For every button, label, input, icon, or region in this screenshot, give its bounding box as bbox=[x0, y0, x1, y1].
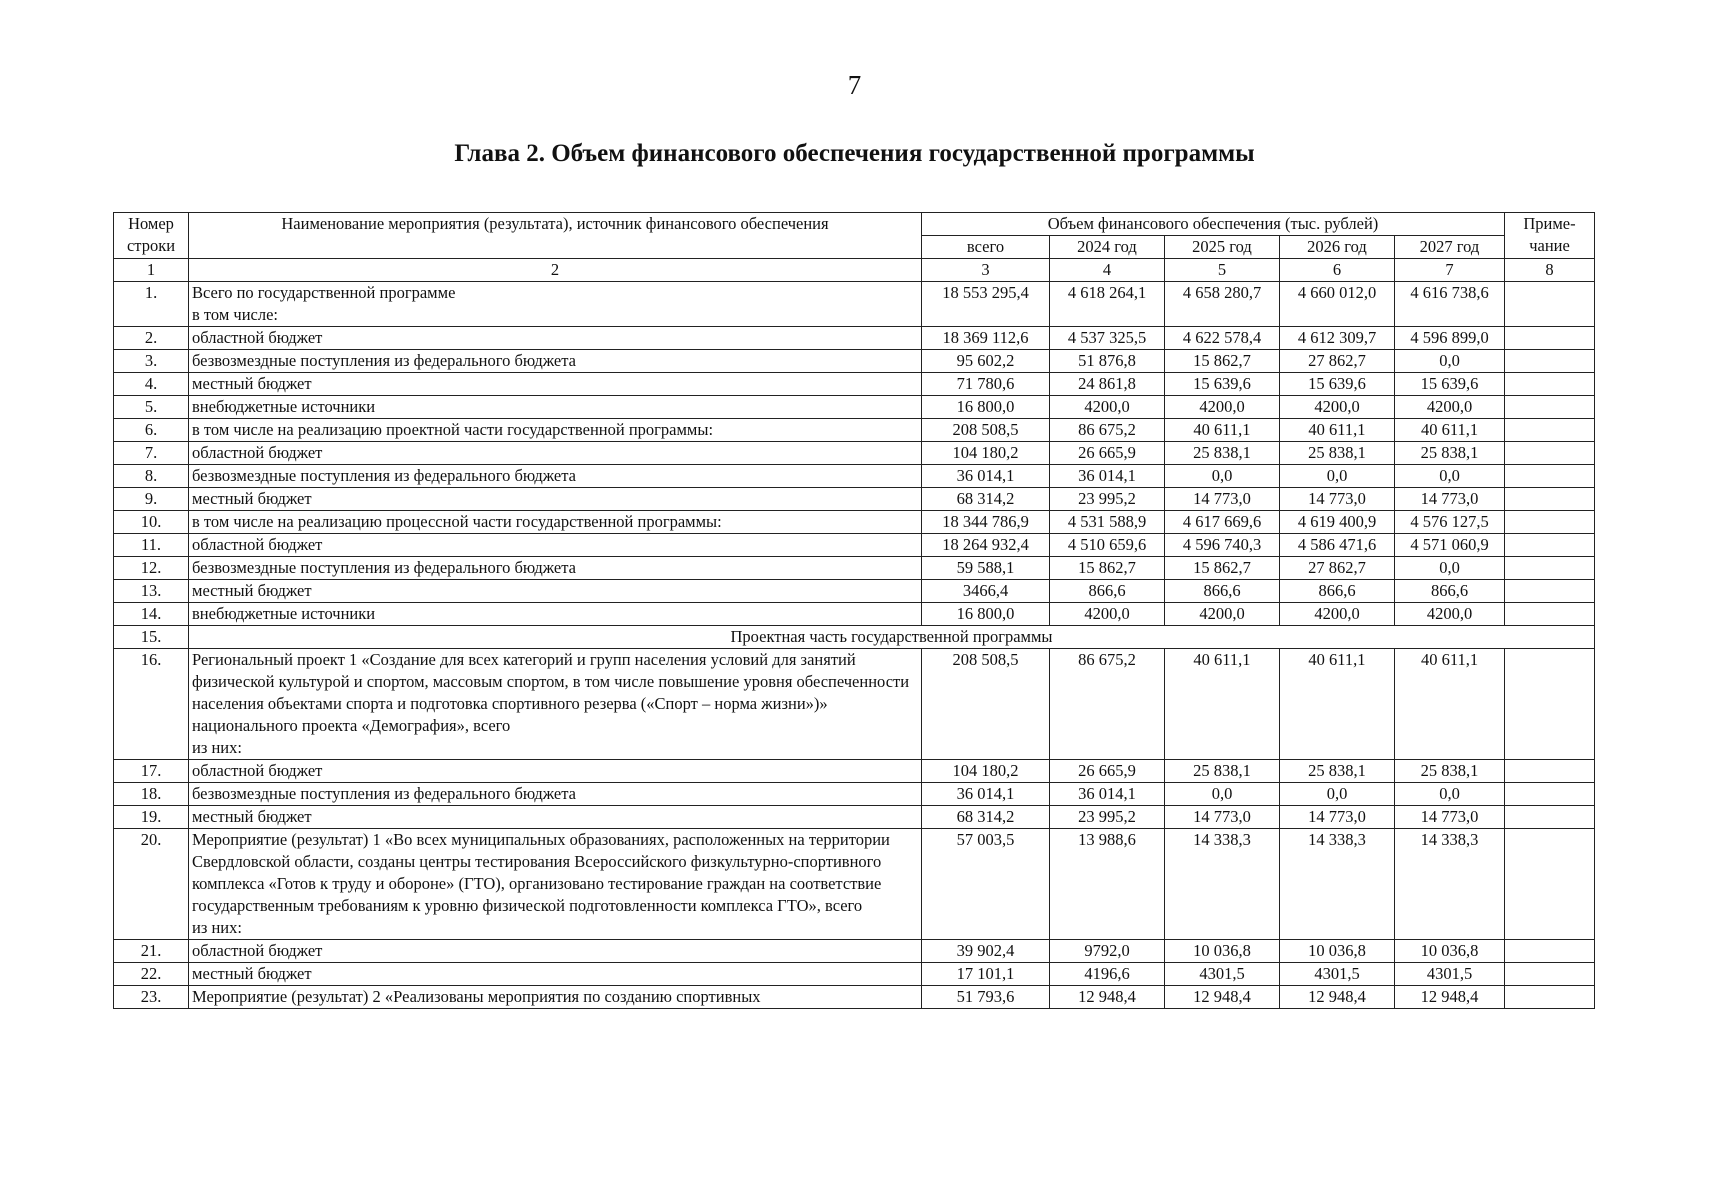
table-row bbox=[114, 940, 1595, 963]
note-cell bbox=[1505, 603, 1595, 626]
row-name: безвозмездные поступления из федерального бюджета bbox=[189, 350, 922, 373]
row-name: областной бюджет bbox=[189, 760, 922, 783]
value-cell: 40 611,1 bbox=[1395, 419, 1505, 442]
row-number: 16. bbox=[114, 649, 189, 760]
value-cell: 40 611,1 bbox=[1395, 649, 1505, 760]
value-cell: 15 639,6 bbox=[1395, 373, 1505, 396]
value-cell: 51 793,6 bbox=[922, 986, 1050, 1009]
header-name: Наименование мероприятия (результата), источник финансового обеспечения bbox=[189, 213, 922, 259]
value-cell: 12 948,4 bbox=[1165, 986, 1280, 1009]
row-number: 2. bbox=[114, 327, 189, 350]
note-cell bbox=[1505, 940, 1595, 963]
row-number: 21. bbox=[114, 940, 189, 963]
row-number: 1. bbox=[114, 282, 189, 327]
note-cell bbox=[1505, 327, 1595, 350]
row-name: Мероприятие (результат) 2 «Реализованы мероприятия по созданию спортивных bbox=[189, 986, 922, 1009]
row-name: внебюджетные источники bbox=[189, 396, 922, 419]
value-cell: 4 596 740,3 bbox=[1165, 534, 1280, 557]
section-label: Проектная часть государственной программы bbox=[189, 626, 1595, 649]
row-name: местный бюджет bbox=[189, 580, 922, 603]
value-cell: 4200,0 bbox=[1280, 396, 1395, 419]
row-name: областной бюджет bbox=[189, 940, 922, 963]
chapter-title: Глава 2. Объем финансового обеспечения государственной программы bbox=[454, 140, 1255, 167]
value-cell: 0,0 bbox=[1395, 557, 1505, 580]
value-cell: 40 611,1 bbox=[1280, 419, 1395, 442]
value-cell: 18 553 295,4 bbox=[922, 282, 1050, 327]
table-row bbox=[114, 511, 1595, 534]
row-number: 13. bbox=[114, 580, 189, 603]
value-cell: 4 617 669,6 bbox=[1165, 511, 1280, 534]
header-row-number: Номер строки bbox=[114, 213, 189, 259]
value-cell: 68 314,2 bbox=[922, 806, 1050, 829]
value-cell: 4 612 309,7 bbox=[1280, 327, 1395, 350]
value-cell: 36 014,1 bbox=[922, 783, 1050, 806]
value-cell: 4 586 471,6 bbox=[1280, 534, 1395, 557]
value-cell: 4 571 060,9 bbox=[1395, 534, 1505, 557]
column-number-cell: 5 bbox=[1165, 259, 1280, 282]
value-cell: 4301,5 bbox=[1165, 963, 1280, 986]
value-cell: 9792,0 bbox=[1050, 940, 1165, 963]
value-cell: 59 588,1 bbox=[922, 557, 1050, 580]
value-cell: 4301,5 bbox=[1395, 963, 1505, 986]
value-cell: 0,0 bbox=[1280, 783, 1395, 806]
value-cell: 0,0 bbox=[1395, 465, 1505, 488]
value-cell: 208 508,5 bbox=[922, 419, 1050, 442]
table-row bbox=[114, 829, 1595, 940]
value-cell: 4 510 659,6 bbox=[1050, 534, 1165, 557]
value-cell: 25 838,1 bbox=[1280, 442, 1395, 465]
value-cell: 208 508,5 bbox=[922, 649, 1050, 760]
table-row bbox=[114, 373, 1595, 396]
note-cell bbox=[1505, 580, 1595, 603]
row-number: 17. bbox=[114, 760, 189, 783]
value-cell: 26 665,9 bbox=[1050, 442, 1165, 465]
value-cell: 15 639,6 bbox=[1165, 373, 1280, 396]
note-cell bbox=[1505, 760, 1595, 783]
value-cell: 4 622 578,4 bbox=[1165, 327, 1280, 350]
financing-table bbox=[113, 212, 1595, 1009]
table-row bbox=[114, 488, 1595, 511]
value-cell: 4200,0 bbox=[1395, 396, 1505, 419]
note-cell bbox=[1505, 282, 1595, 327]
table-row bbox=[114, 442, 1595, 465]
value-cell: 40 611,1 bbox=[1280, 649, 1395, 760]
note-cell bbox=[1505, 534, 1595, 557]
row-number: 3. bbox=[114, 350, 189, 373]
row-name: Мероприятие (результат) 1 «Во всех муниципальных образованиях, расположенных на территории Свердловской области, созданы центры тестирования Всероссийского физкультурно-спортивного комплекса «Готов к труду и обороне» (ГТО), организовано тестирование граждан на соответствие государственным требованиям к уровню физической подготовленности комплекса ГТО», всего из них: bbox=[189, 829, 922, 940]
note-cell bbox=[1505, 829, 1595, 940]
column-number-cell: 2 bbox=[189, 259, 922, 282]
value-cell: 17 101,1 bbox=[922, 963, 1050, 986]
value-cell: 71 780,6 bbox=[922, 373, 1050, 396]
table-row bbox=[114, 603, 1595, 626]
value-cell: 14 338,3 bbox=[1165, 829, 1280, 940]
value-cell: 18 369 112,6 bbox=[922, 327, 1050, 350]
header-2024: 2024 год bbox=[1050, 236, 1165, 259]
note-cell bbox=[1505, 396, 1595, 419]
column-number-cell: 7 bbox=[1395, 259, 1505, 282]
value-cell: 14 773,0 bbox=[1165, 488, 1280, 511]
row-number: 6. bbox=[114, 419, 189, 442]
value-cell: 0,0 bbox=[1165, 465, 1280, 488]
value-cell: 10 036,8 bbox=[1395, 940, 1505, 963]
table-row bbox=[114, 806, 1595, 829]
value-cell: 26 665,9 bbox=[1050, 760, 1165, 783]
row-number: 9. bbox=[114, 488, 189, 511]
table-row bbox=[114, 282, 1595, 327]
row-name: внебюджетные источники bbox=[189, 603, 922, 626]
row-number: 11. bbox=[114, 534, 189, 557]
value-cell: 0,0 bbox=[1280, 465, 1395, 488]
value-cell: 68 314,2 bbox=[922, 488, 1050, 511]
value-cell: 15 862,7 bbox=[1050, 557, 1165, 580]
value-cell: 25 838,1 bbox=[1280, 760, 1395, 783]
row-number: 23. bbox=[114, 986, 189, 1009]
value-cell: 27 862,7 bbox=[1280, 350, 1395, 373]
value-cell: 0,0 bbox=[1165, 783, 1280, 806]
value-cell: 4301,5 bbox=[1280, 963, 1395, 986]
value-cell: 4 537 325,5 bbox=[1050, 327, 1165, 350]
table-row bbox=[114, 419, 1595, 442]
table-row bbox=[114, 396, 1595, 419]
note-cell bbox=[1505, 373, 1595, 396]
value-cell: 51 876,8 bbox=[1050, 350, 1165, 373]
row-number: 19. bbox=[114, 806, 189, 829]
note-cell bbox=[1505, 465, 1595, 488]
row-number: 22. bbox=[114, 963, 189, 986]
note-cell bbox=[1505, 442, 1595, 465]
value-cell: 40 611,1 bbox=[1165, 649, 1280, 760]
row-number: 4. bbox=[114, 373, 189, 396]
value-cell: 4 618 264,1 bbox=[1050, 282, 1165, 327]
column-number-cell: 3 bbox=[922, 259, 1050, 282]
table-row bbox=[114, 350, 1595, 373]
value-cell: 4200,0 bbox=[1165, 396, 1280, 419]
value-cell: 15 639,6 bbox=[1280, 373, 1395, 396]
value-cell: 36 014,1 bbox=[922, 465, 1050, 488]
value-cell: 16 800,0 bbox=[922, 396, 1050, 419]
value-cell: 15 862,7 bbox=[1165, 350, 1280, 373]
value-cell: 25 838,1 bbox=[1395, 760, 1505, 783]
value-cell: 0,0 bbox=[1395, 783, 1505, 806]
value-cell: 14 338,3 bbox=[1280, 829, 1395, 940]
value-cell: 14 773,0 bbox=[1395, 488, 1505, 511]
value-cell: 27 862,7 bbox=[1280, 557, 1395, 580]
value-cell: 14 773,0 bbox=[1165, 806, 1280, 829]
value-cell: 15 862,7 bbox=[1165, 557, 1280, 580]
value-cell: 4 616 738,6 bbox=[1395, 282, 1505, 327]
row-name: Всего по государственной программе в том числе: bbox=[189, 282, 922, 327]
page-number: 7 bbox=[847, 70, 862, 100]
note-cell bbox=[1505, 419, 1595, 442]
row-number: 12. bbox=[114, 557, 189, 580]
table-row bbox=[114, 760, 1595, 783]
table-row bbox=[114, 534, 1595, 557]
value-cell: 4 596 899,0 bbox=[1395, 327, 1505, 350]
row-number: 18. bbox=[114, 783, 189, 806]
value-cell: 4200,0 bbox=[1395, 603, 1505, 626]
value-cell: 4200,0 bbox=[1050, 396, 1165, 419]
value-cell: 10 036,8 bbox=[1280, 940, 1395, 963]
row-name: местный бюджет bbox=[189, 373, 922, 396]
note-cell bbox=[1505, 488, 1595, 511]
table-row bbox=[114, 649, 1595, 760]
table-row bbox=[114, 327, 1595, 350]
header-2026: 2026 год bbox=[1280, 236, 1395, 259]
row-number: 5. bbox=[114, 396, 189, 419]
header-2025: 2025 год bbox=[1165, 236, 1280, 259]
value-cell: 24 861,8 bbox=[1050, 373, 1165, 396]
row-number: 10. bbox=[114, 511, 189, 534]
row-name: Региональный проект 1 «Создание для всех категорий и групп населения условий для занятий физической культурой и спортом, массовым спортом, в том числе повышение уровня обеспеченности населения объектами спорта и подготовка спортивного резерва («Спорт – норма жизни»)» национального проекта «Демография», всего из них: bbox=[189, 649, 922, 760]
value-cell: 39 902,4 bbox=[922, 940, 1050, 963]
value-cell: 18 344 786,9 bbox=[922, 511, 1050, 534]
header-total: всего bbox=[922, 236, 1050, 259]
value-cell: 14 773,0 bbox=[1395, 806, 1505, 829]
value-cell: 4 576 127,5 bbox=[1395, 511, 1505, 534]
note-cell bbox=[1505, 649, 1595, 760]
value-cell: 12 948,4 bbox=[1280, 986, 1395, 1009]
row-name: безвозмездные поступления из федерального бюджета bbox=[189, 783, 922, 806]
value-cell: 4200,0 bbox=[1165, 603, 1280, 626]
table-row bbox=[114, 580, 1595, 603]
value-cell: 866,6 bbox=[1165, 580, 1280, 603]
value-cell: 36 014,1 bbox=[1050, 783, 1165, 806]
table-row bbox=[114, 783, 1595, 806]
column-number-cell: 1 bbox=[114, 259, 189, 282]
value-cell: 25 838,1 bbox=[1165, 760, 1280, 783]
value-cell: 86 675,2 bbox=[1050, 419, 1165, 442]
row-name: безвозмездные поступления из федерального бюджета bbox=[189, 465, 922, 488]
header-volume: Объем финансового обеспечения (тыс. рублей) bbox=[922, 213, 1505, 236]
value-cell: 25 838,1 bbox=[1165, 442, 1280, 465]
value-cell: 12 948,4 bbox=[1395, 986, 1505, 1009]
note-cell bbox=[1505, 986, 1595, 1009]
value-cell: 14 773,0 bbox=[1280, 806, 1395, 829]
column-number-cell: 8 bbox=[1505, 259, 1595, 282]
section-row bbox=[114, 626, 1595, 649]
value-cell: 23 995,2 bbox=[1050, 806, 1165, 829]
value-cell: 866,6 bbox=[1395, 580, 1505, 603]
value-cell: 4200,0 bbox=[1280, 603, 1395, 626]
row-name: областной бюджет bbox=[189, 534, 922, 557]
row-name: в том числе на реализацию процессной части государственной программы: bbox=[189, 511, 922, 534]
table-row bbox=[114, 963, 1595, 986]
row-name: местный бюджет bbox=[189, 488, 922, 511]
value-cell: 4196,6 bbox=[1050, 963, 1165, 986]
value-cell: 4 660 012,0 bbox=[1280, 282, 1395, 327]
value-cell: 4 619 400,9 bbox=[1280, 511, 1395, 534]
note-cell bbox=[1505, 806, 1595, 829]
note-cell bbox=[1505, 783, 1595, 806]
value-cell: 13 988,6 bbox=[1050, 829, 1165, 940]
header-2027: 2027 год bbox=[1395, 236, 1505, 259]
row-name: безвозмездные поступления из федерального бюджета bbox=[189, 557, 922, 580]
header-note: Приме-чание bbox=[1505, 213, 1595, 259]
value-cell: 4 531 588,9 bbox=[1050, 511, 1165, 534]
value-cell: 866,6 bbox=[1050, 580, 1165, 603]
row-name: областной бюджет bbox=[189, 442, 922, 465]
value-cell: 0,0 bbox=[1395, 350, 1505, 373]
value-cell: 3466,4 bbox=[922, 580, 1050, 603]
value-cell: 95 602,2 bbox=[922, 350, 1050, 373]
note-cell bbox=[1505, 350, 1595, 373]
row-number: 7. bbox=[114, 442, 189, 465]
value-cell: 40 611,1 bbox=[1165, 419, 1280, 442]
value-cell: 36 014,1 bbox=[1050, 465, 1165, 488]
value-cell: 16 800,0 bbox=[922, 603, 1050, 626]
value-cell: 23 995,2 bbox=[1050, 488, 1165, 511]
table-row bbox=[114, 465, 1595, 488]
value-cell: 57 003,5 bbox=[922, 829, 1050, 940]
value-cell: 25 838,1 bbox=[1395, 442, 1505, 465]
row-name: в том числе на реализацию проектной части государственной программы: bbox=[189, 419, 922, 442]
row-number: 20. bbox=[114, 829, 189, 940]
value-cell: 104 180,2 bbox=[922, 760, 1050, 783]
value-cell: 18 264 932,4 bbox=[922, 534, 1050, 557]
note-cell bbox=[1505, 963, 1595, 986]
note-cell bbox=[1505, 511, 1595, 534]
value-cell: 4200,0 bbox=[1050, 603, 1165, 626]
row-name: областной бюджет bbox=[189, 327, 922, 350]
value-cell: 4 658 280,7 bbox=[1165, 282, 1280, 327]
value-cell: 86 675,2 bbox=[1050, 649, 1165, 760]
value-cell: 14 338,3 bbox=[1395, 829, 1505, 940]
note-cell bbox=[1505, 557, 1595, 580]
value-cell: 12 948,4 bbox=[1050, 986, 1165, 1009]
column-number-cell: 4 bbox=[1050, 259, 1165, 282]
value-cell: 10 036,8 bbox=[1165, 940, 1280, 963]
row-number: 14. bbox=[114, 603, 189, 626]
value-cell: 866,6 bbox=[1280, 580, 1395, 603]
table-row bbox=[114, 986, 1595, 1009]
column-number-cell: 6 bbox=[1280, 259, 1395, 282]
row-number: 15. bbox=[114, 626, 189, 649]
table-row bbox=[114, 557, 1595, 580]
row-number: 8. bbox=[114, 465, 189, 488]
value-cell: 104 180,2 bbox=[922, 442, 1050, 465]
row-name: местный бюджет bbox=[189, 806, 922, 829]
value-cell: 14 773,0 bbox=[1280, 488, 1395, 511]
row-name: местный бюджет bbox=[189, 963, 922, 986]
